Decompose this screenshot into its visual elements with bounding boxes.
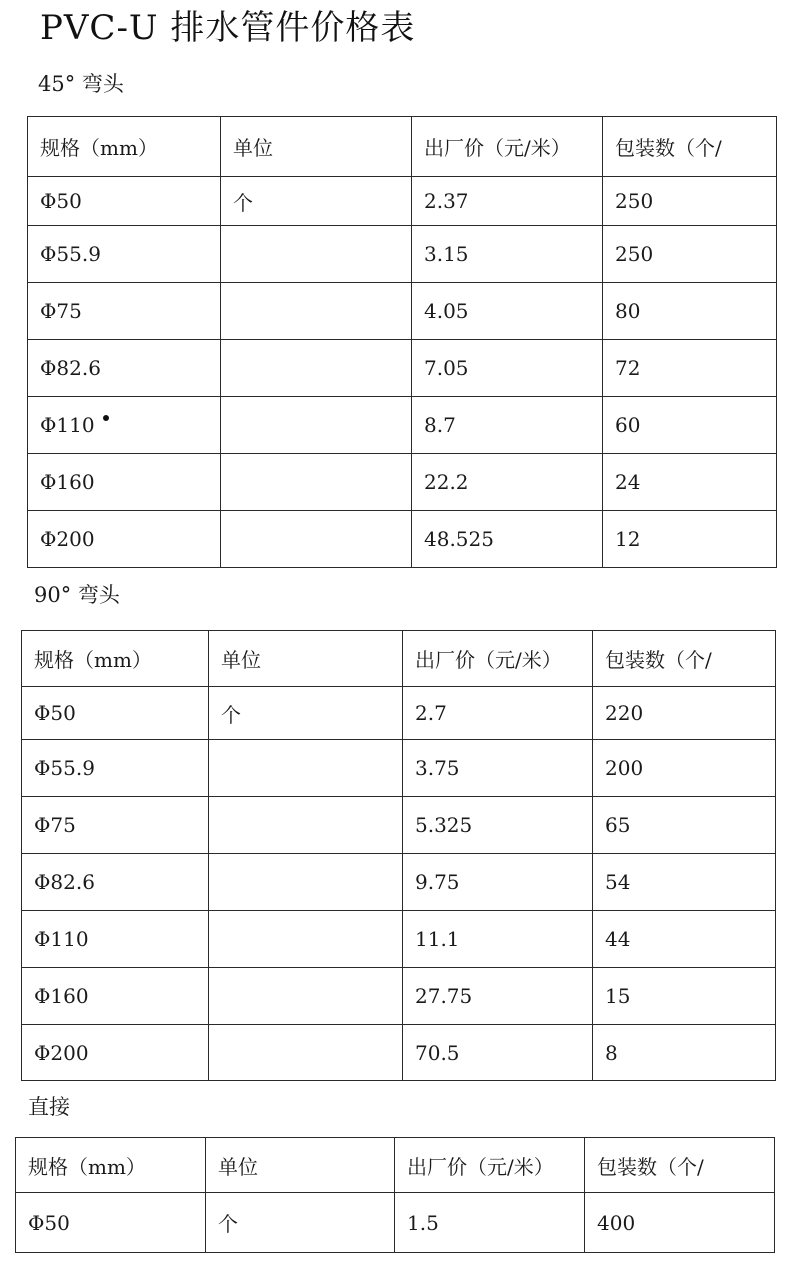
header-pack: 包装数（个/ — [603, 117, 777, 177]
table-row — [22, 740, 776, 797]
cell-price: 27.75 — [403, 968, 593, 1025]
section-label-45-elbow: 45° 弯头 — [38, 72, 124, 96]
table-row — [28, 397, 777, 454]
section-label-straight-coupling: 直接 — [28, 1095, 70, 1119]
header-price: 出厂价（元/米） — [403, 631, 593, 687]
header-unit: 单位 — [209, 631, 403, 687]
cell-unit — [209, 1025, 403, 1081]
cell-price: 3.75 — [403, 740, 593, 797]
table-row — [28, 511, 777, 568]
cell-price: 7.05 — [412, 340, 603, 397]
header-spec: 规格（mm） — [28, 117, 221, 177]
price-table-45-elbow — [27, 116, 777, 568]
cell-spec: Φ82.6 — [22, 854, 209, 911]
table-header-row — [16, 1138, 775, 1193]
cell-pack: 250 — [603, 177, 777, 226]
cell-unit — [221, 454, 412, 511]
cell-spec: Φ75 — [22, 797, 209, 854]
cell-spec: Φ50 — [28, 177, 221, 226]
cell-spec: Φ55.9 — [22, 740, 209, 797]
table-row — [28, 226, 777, 283]
cell-unit — [221, 340, 412, 397]
cell-spec: Φ55.9 — [28, 226, 221, 283]
cell-price: 1.5 — [395, 1193, 585, 1253]
cell-price: 22.2 — [412, 454, 603, 511]
table-header-row — [28, 117, 777, 177]
cell-spec: Φ75 — [28, 283, 221, 340]
header-price: 出厂价（元/米） — [395, 1138, 585, 1193]
cell-unit — [221, 283, 412, 340]
header-pack: 包装数（个/ — [593, 631, 776, 687]
cell-pack: 44 — [593, 911, 776, 968]
cell-price: 5.325 — [403, 797, 593, 854]
cell-pack: 60 — [603, 397, 777, 454]
cell-spec: Φ200 — [22, 1025, 209, 1081]
cell-price: 2.37 — [412, 177, 603, 226]
cell-pack: 250 — [603, 226, 777, 283]
cell-pack: 8 — [593, 1025, 776, 1081]
cell-unit — [221, 397, 412, 454]
cell-spec: Φ82.6 — [28, 340, 221, 397]
cell-price: 3.15 — [412, 226, 603, 283]
cell-price: 4.05 — [412, 283, 603, 340]
header-pack: 包装数（个/ — [585, 1138, 775, 1193]
cell-unit — [209, 854, 403, 911]
cell-spec: Φ160 — [22, 968, 209, 1025]
table-row — [22, 687, 776, 740]
cell-pack: 80 — [603, 283, 777, 340]
cell-pack: 24 — [603, 454, 777, 511]
cell-spec: Φ50 — [16, 1193, 206, 1253]
table-row — [16, 1193, 775, 1253]
cell-spec: Φ160 — [28, 454, 221, 511]
cell-unit — [209, 968, 403, 1025]
cell-price: 48.525 — [412, 511, 603, 568]
cell-pack: 400 — [585, 1193, 775, 1253]
table-row — [28, 454, 777, 511]
table-row — [22, 797, 776, 854]
cell-unit: 个 — [209, 687, 403, 740]
header-spec: 规格（mm） — [22, 631, 209, 687]
cell-unit — [209, 740, 403, 797]
cell-spec: Φ110 — [28, 397, 221, 454]
cell-pack: 200 — [593, 740, 776, 797]
cell-pack: 15 — [593, 968, 776, 1025]
cell-unit: 个 — [221, 177, 412, 226]
header-unit: 单位 — [221, 117, 412, 177]
table-row — [28, 283, 777, 340]
header-unit: 单位 — [206, 1138, 395, 1193]
table-row — [22, 1025, 776, 1081]
cell-spec: Φ200 — [28, 511, 221, 568]
table-row — [22, 911, 776, 968]
header-price: 出厂价（元/米） — [412, 117, 603, 177]
ink-dot-mark — [103, 415, 109, 421]
cell-unit — [221, 226, 412, 283]
cell-unit: 个 — [206, 1193, 395, 1253]
cell-pack: 54 — [593, 854, 776, 911]
cell-unit — [221, 511, 412, 568]
cell-price: 8.7 — [412, 397, 603, 454]
cell-pack: 220 — [593, 687, 776, 740]
cell-unit — [209, 797, 403, 854]
cell-pack: 65 — [593, 797, 776, 854]
table-row — [22, 968, 776, 1025]
page-title: PVC-U 排水管件价格表 — [40, 8, 416, 48]
price-table-90-elbow — [21, 630, 776, 1081]
cell-spec: Φ110 — [22, 911, 209, 968]
price-table-straight-coupling — [15, 1137, 775, 1253]
cell-pack: 12 — [603, 511, 777, 568]
table-row — [28, 340, 777, 397]
section-label-90-elbow: 90° 弯头 — [34, 583, 120, 607]
table-row — [28, 177, 777, 226]
table-row — [22, 854, 776, 911]
table-header-row — [22, 631, 776, 687]
cell-price: 2.7 — [403, 687, 593, 740]
cell-price: 11.1 — [403, 911, 593, 968]
cell-price: 9.75 — [403, 854, 593, 911]
cell-price: 70.5 — [403, 1025, 593, 1081]
cell-spec: Φ50 — [22, 687, 209, 740]
header-spec: 规格（mm） — [16, 1138, 206, 1193]
cell-pack: 72 — [603, 340, 777, 397]
cell-unit — [209, 911, 403, 968]
